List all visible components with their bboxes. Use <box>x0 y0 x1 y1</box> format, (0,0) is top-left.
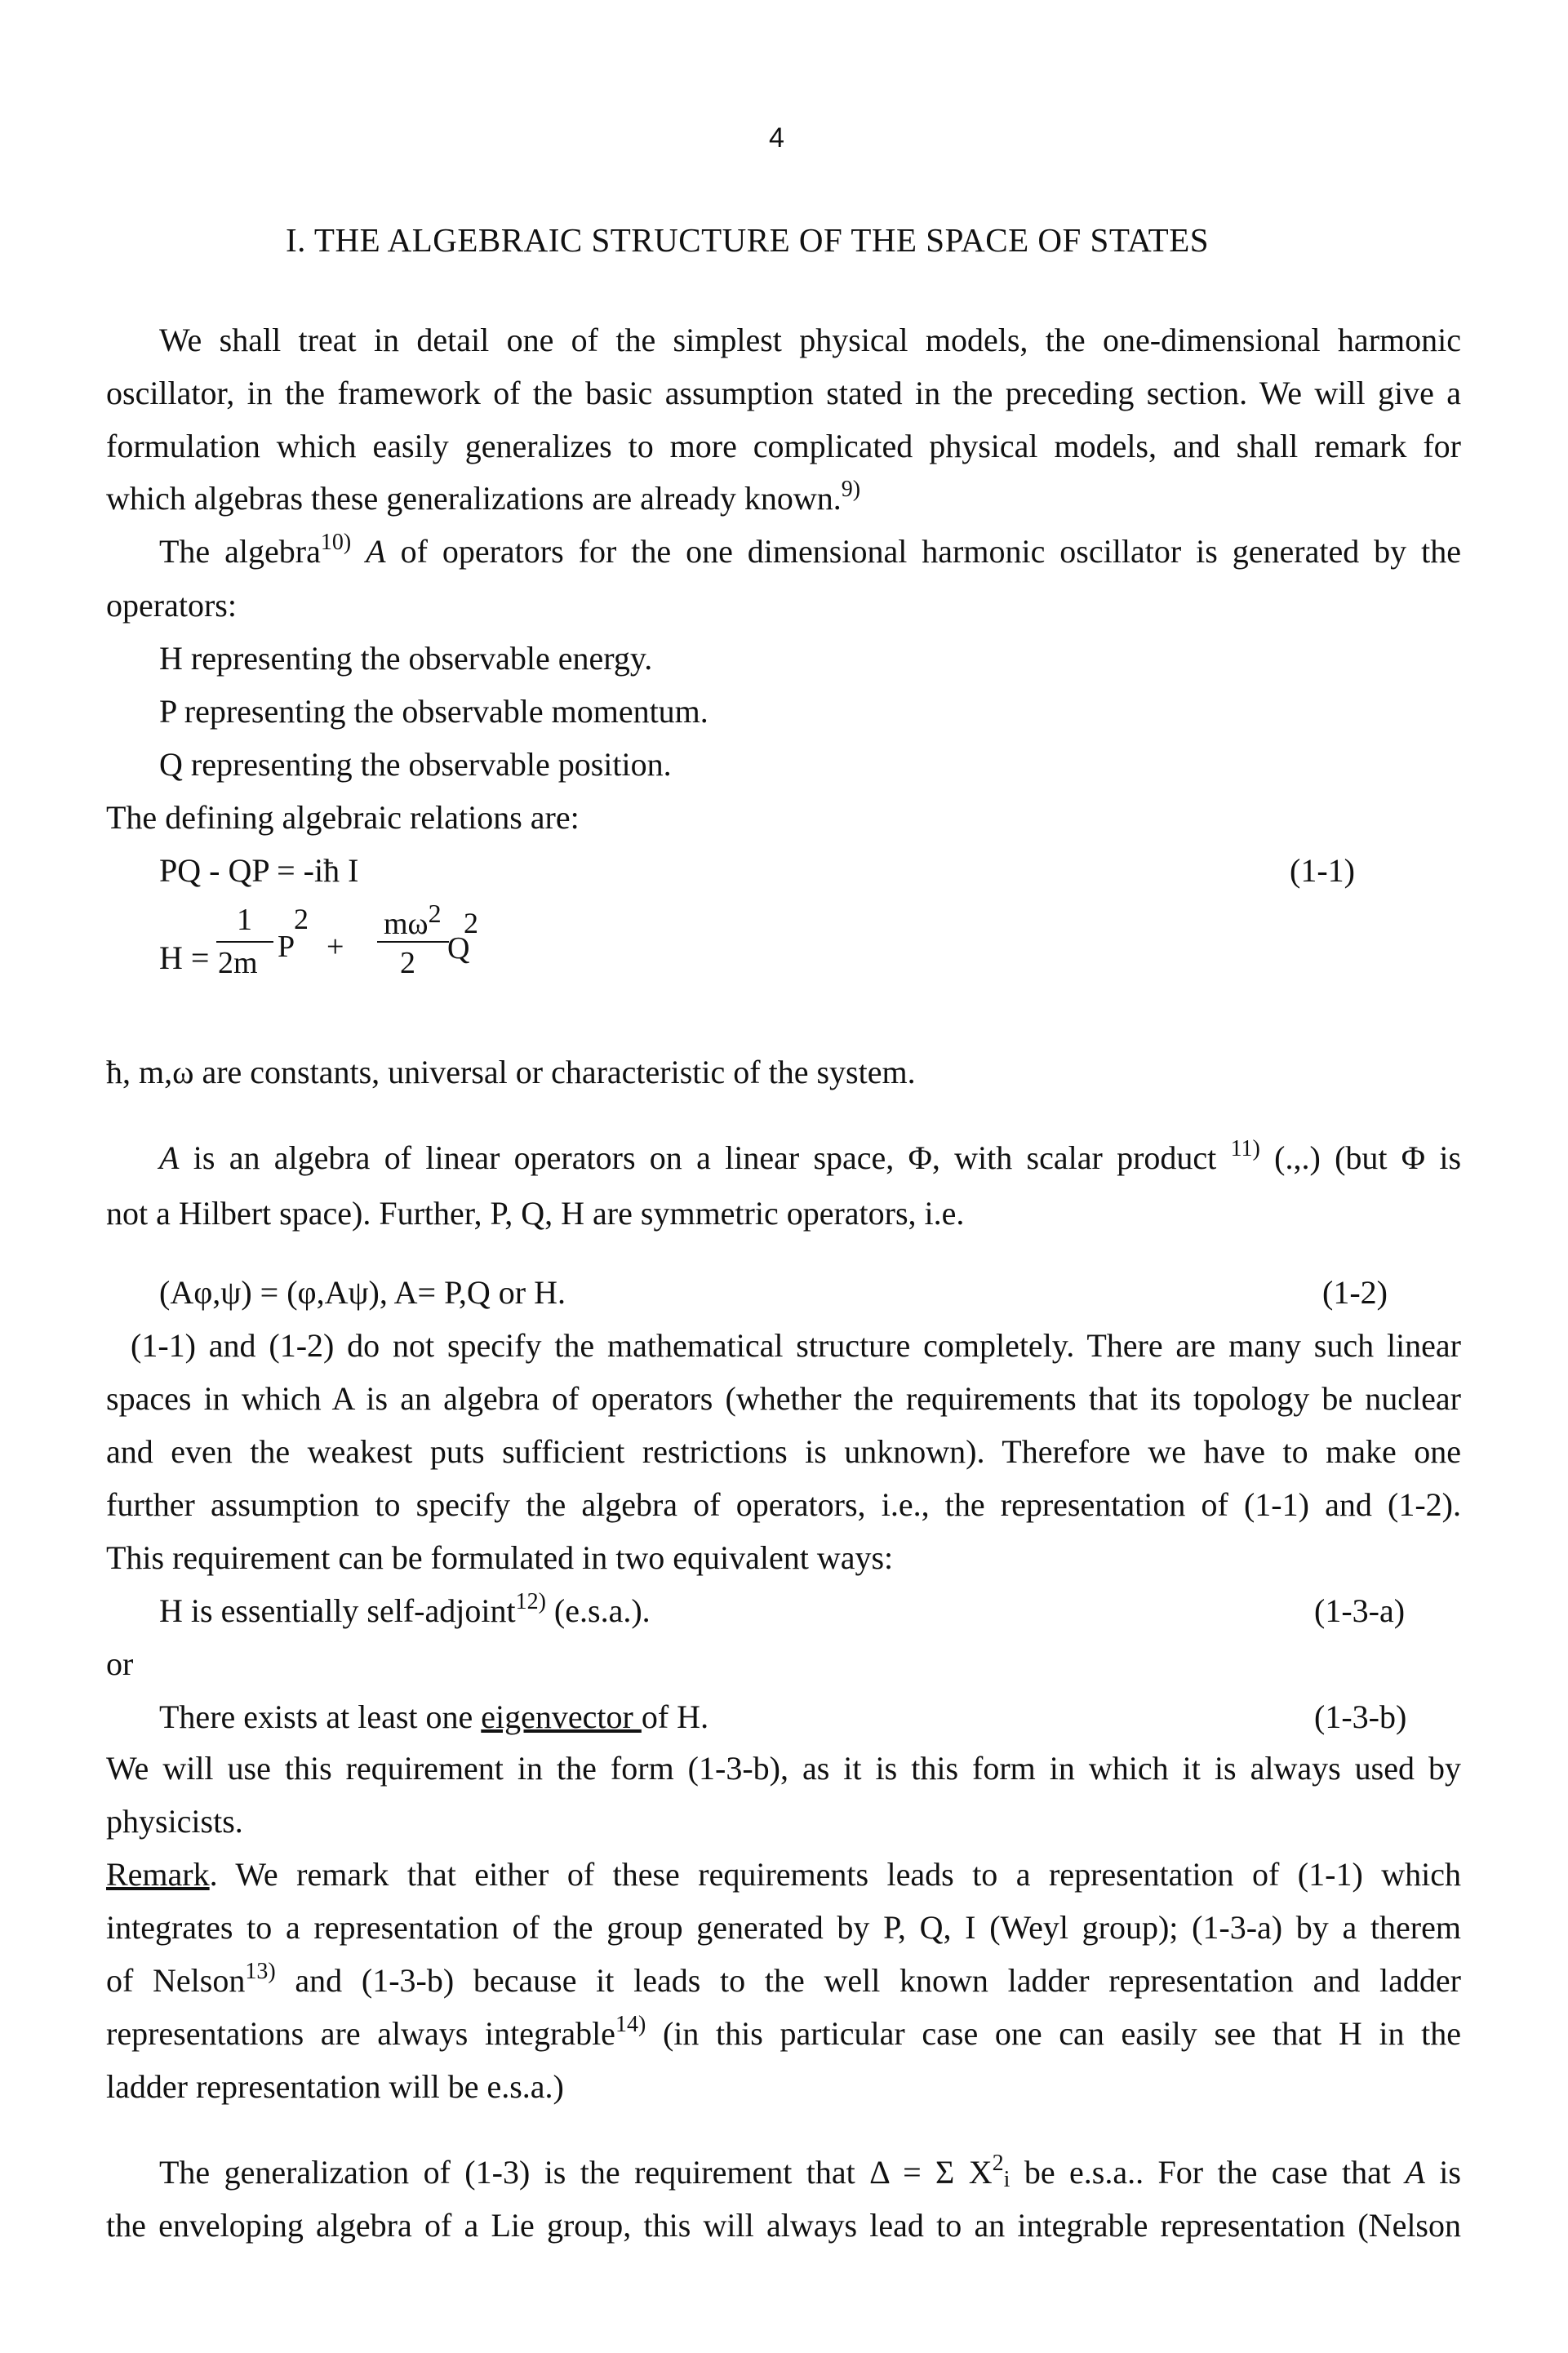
paragraph-line: not a Hilbert space). Further, P, Q, H are symmetric operators, i.e. <box>106 1195 965 1232</box>
paragraph-line: We shall treat in detail one of the simplest physical models, the one-dimensional harmonic <box>159 322 1461 358</box>
fraction-denominator: 2 <box>400 946 415 980</box>
exponent: 2 <box>428 899 442 928</box>
paragraph-text: The generalization of (1-3) is the requirement that Δ = Σ X <box>159 2154 993 2191</box>
paragraph-text: is <box>1424 2154 1461 2191</box>
remark-line <box>106 2014 1461 2053</box>
footnote-ref: 11) <box>1230 1136 1260 1161</box>
superscript: 2 <box>992 2151 1004 2176</box>
underlined-term: eigenvector <box>481 1698 642 1735</box>
section-heading: I. THE ALGEBRAIC STRUCTURE OF THE SPACE OF STATES <box>286 221 1210 259</box>
momentum-symbol: P <box>278 930 295 964</box>
algebra-symbol: A <box>1405 2154 1425 2191</box>
algebra-symbol: A <box>159 1139 180 1176</box>
equation-label: (1-3-a) <box>1314 1592 1406 1629</box>
equation-1-2: (Aφ,ψ) = (φ,Aψ), A= P,Q or H. <box>159 1274 566 1311</box>
defining-text: The defining algebraic relations are: <box>106 799 580 836</box>
paragraph-line: physicists. <box>106 1803 243 1840</box>
requirement-text: (e.s.a.). <box>545 1592 651 1629</box>
paragraph-line: We will use this requirement in the form (1-3-b), as it is this form in which it is always used by <box>106 1750 1461 1787</box>
equation-label: (1-3-b) <box>1314 1698 1407 1735</box>
position-symbol: Q <box>447 931 470 966</box>
fraction-denominator: 2m <box>218 946 258 980</box>
footnote-ref: 9) <box>841 477 861 502</box>
paragraph-line: oscillator, in the framework of the basic assumption stated in the preceding section. We will give a <box>106 375 1461 411</box>
fraction-bar <box>377 941 449 943</box>
paragraph-text: (.,.) (but Φ is <box>1274 1139 1462 1176</box>
operator-item: Q representing the observable position. <box>159 746 672 783</box>
numerator-text: mω <box>384 907 429 941</box>
fraction-numerator <box>384 899 442 942</box>
paragraph-line: formulation which easily generalizes to more complicated physical models, and shall remark for <box>106 428 1461 464</box>
paragraph-text: of operators for the one dimensional harmonic oscillator is generated by the <box>400 533 1462 570</box>
equation-label: (1-1) <box>1290 852 1355 889</box>
remark-text: (in this particular case one can easily see that H in the <box>646 2015 1462 2052</box>
remark-text: . We remark that either of these requirements leads to a representation of (1-1) which <box>209 1856 1461 1893</box>
requirement-1-3-a <box>159 1589 651 1630</box>
paragraph-line: (1-1) and (1-2) do not specify the mathematical structure completely. There are many such linear <box>131 1327 1461 1364</box>
remark-line: integrates to a representation of the group generated by P, Q, I (Weyl group); (1-3-a) by a therem <box>106 1909 1461 1946</box>
footnote-ref: 12) <box>515 1589 546 1614</box>
requirement-text: of H. <box>641 1698 709 1735</box>
remark-text: representations are always integrable <box>106 2015 615 2052</box>
fraction-numerator: 1 <box>237 903 252 937</box>
remark-text: and (1-3-b) because it leads to the well known ladder representation and ladder <box>275 1962 1461 1999</box>
remark-line <box>106 1855 1461 1893</box>
footnote-ref: 13) <box>245 1959 276 1984</box>
operator-item: P representing the observable momentum. <box>159 693 708 730</box>
requirement-text: There exists at least one <box>159 1698 482 1735</box>
exponent: 2 <box>294 903 309 935</box>
paragraph-text: is an algebra of linear operators on a linear space, Φ, with scalar product <box>193 1139 1217 1176</box>
exponent: 2 <box>464 907 478 939</box>
plus-sign: + <box>326 930 344 964</box>
footnote-ref: 14) <box>615 2012 646 2037</box>
paragraph-line: This requirement can be formulated in two equivalent ways: <box>106 1539 894 1576</box>
paragraph-line <box>159 1136 1462 1177</box>
subscript: i <box>1003 2167 1011 2192</box>
requirement-1-3-b <box>159 1698 708 1736</box>
constants-line: ħ, m,ω are constants, universal or characteristic of the system. <box>106 1054 916 1090</box>
paragraph-text: which algebras these generalizations are already known. <box>106 480 842 517</box>
operator-item: H representing the observable energy. <box>159 640 653 677</box>
equation-lhs: H = <box>159 939 210 976</box>
paragraph-line <box>159 2153 1461 2191</box>
paragraph-text: The algebra <box>159 533 321 570</box>
paragraph-line: operators: <box>106 587 237 624</box>
paragraph-line: and even the weakest puts sufficient restrictions is unknown). Therefore we have to make one <box>106 1433 1461 1470</box>
or-text: or <box>106 1645 134 1682</box>
paragraph-line: the enveloping algebra of a Lie group, this will always lead to an integrable representation (Nelson <box>106 2207 1461 2244</box>
remark-line <box>106 1961 1461 2000</box>
fraction-bar <box>216 941 273 943</box>
equation-label: (1-2) <box>1322 1274 1388 1311</box>
remark-label: Remark <box>106 1856 210 1893</box>
algebra-symbol: A <box>366 533 386 570</box>
footnote-ref: 10) <box>320 530 352 555</box>
paragraph-line <box>106 479 1461 517</box>
paragraph-text: be e.s.a.. For the case that <box>1010 2154 1406 2191</box>
remark-line: ladder representation will be e.s.a.) <box>106 2068 564 2105</box>
paragraph-line: further assumption to specify the algebra of operators, i.e., the representation of (1-1) and (1-2). <box>106 1486 1461 1523</box>
remark-text: of Nelson <box>106 1962 246 1999</box>
paragraph-line: spaces in which A is an algebra of operators (whether the requirements that its topology be nuclear <box>106 1380 1461 1417</box>
page-number: 4 <box>769 122 784 153</box>
requirement-text: H is essentially self-adjoint <box>159 1592 516 1629</box>
equation-1-1: PQ - QP = -iħ I <box>159 852 359 889</box>
paragraph-line <box>159 532 1461 570</box>
